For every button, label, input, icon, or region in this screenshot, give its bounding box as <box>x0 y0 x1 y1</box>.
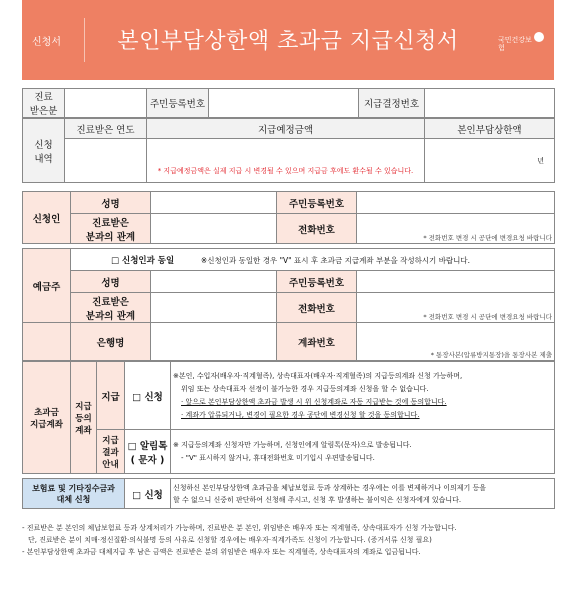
header-divider <box>84 18 85 62</box>
proxy-table <box>22 478 555 509</box>
logo-icon: 국민건강보험 <box>498 30 544 52</box>
applicant-section: 신청인 <box>23 192 71 244</box>
form-header <box>22 0 554 80</box>
rrn-field[interactable] <box>209 89 359 118</box>
account-label: 계좌번호 <box>277 323 357 361</box>
applicant-name-label: 성명 <box>71 192 151 214</box>
amount-label: 지급예정금액 <box>147 119 425 139</box>
account-table <box>22 361 555 474</box>
applicant-name-field[interactable] <box>151 192 277 214</box>
footer-line-3: - 본인부담상한액 초과금 대체지급 후 남은 금액은 진료받은 분의 위임받은 배우자 또는 직계혈족, 상속대표자의 계좌로 입금됩니다. <box>22 548 421 556</box>
footer-line-1: - 진료받은 분 본인의 체납보험료 등과 상계처리가 가능하며, 진료받은 분 본인, 위임받은 배우자 또는 직계혈족, 상속대표자가 신청 가능합니다. <box>22 524 457 532</box>
account-sub-label: 지급 등의 계좌 <box>71 362 97 474</box>
decision-field[interactable] <box>425 89 555 118</box>
top-table <box>22 88 555 118</box>
rrn-label: 주민등록번호 <box>147 89 209 118</box>
depositor-table <box>22 248 555 361</box>
applicant-relation-label: 진료받은 분과의 관계 <box>71 214 151 244</box>
applicant-table <box>22 191 555 244</box>
same-as-applicant-checkbox[interactable]: □ 신청인과 동일 <box>111 255 175 266</box>
pay-checkbox[interactable]: □ 신청 <box>125 362 171 430</box>
footer-line-2: 단, 진료받은 분이 치매·정신질환·의식불명 등의 사유로 신청할 경우에는 배우자·직계가족도 신청이 가능합니다. (증거서류 신청 필요) <box>28 536 432 544</box>
depositor-relation-field[interactable] <box>151 293 277 323</box>
depositor-rrn-field[interactable] <box>357 271 555 293</box>
amount-note: * 지급예정금액은 실제 지급 시 변경될 수 있으며 지급금 후에도 환수될 수 있습니다. <box>157 167 414 175</box>
bank-label: 은행명 <box>71 323 151 361</box>
applicant-phone-field[interactable]: * 전화번호 변경 시 공단에 변경요청 바랍니다 <box>357 214 555 244</box>
proxy-checkbox[interactable]: □ 신청 <box>125 479 171 509</box>
notice-checkbox[interactable]: □ 알림톡 ( 문자 ) <box>125 430 171 474</box>
applicant-phone-label: 전화번호 <box>277 214 357 244</box>
same-as-applicant-note: ※신청인과 동일한 경우 "V" 표시 후 초과금 지급계좌 부분을 작성하시기 바랍니다. <box>200 255 471 265</box>
application-table <box>22 118 555 183</box>
proxy-text: 신청하신 본인부담상한액 초과금을 체납보험료 등과 상계하는 경우에는 이를 변제하거나 이의제기 등을 할 수 없으니 신중히 판단하여 신청해 주시고, 신청 후 발생하는 불이익은 신청자에게 있습니다. <box>171 479 555 509</box>
applicant-relation-field[interactable] <box>151 214 277 244</box>
account-field[interactable]: * 통장사본(압류방지통장)을 통장사본 제출 <box>357 323 555 361</box>
depositor-name-label: 성명 <box>71 271 151 293</box>
applicant-rrn-label: 주민등록번호 <box>277 192 357 214</box>
amount-field[interactable] <box>147 139 425 183</box>
notice-label: 지급 결과 안내 <box>97 430 125 474</box>
depositor-rrn-label: 주민등록번호 <box>277 271 357 293</box>
depositor-phone-label: 전화번호 <box>277 293 357 323</box>
bank-field[interactable] <box>151 323 277 361</box>
depositor-section: 예금주 <box>23 249 71 323</box>
notice-text: ※ 지급등의계좌 신청자만 가능하며, 신청인에게 알림톡(문자)으로 발송됩니다. - "V" 표시하지 않거나, 휴대전화번호 미기입시 우편발송됩니다. <box>171 430 555 474</box>
pay-text: ※본인, 수입자(배우자·직계혈족), 상속대표자(배우자·직계혈족)의 지급등의계좌 신청 가능하며, 위임 또는 상속대표자 선정이 불가능한 경우 지급등의계좌 신청을 할 수 없습니다. · 앞으로 본인부담상한액 초과금 발생 시 위 신청계좌로 자동 지급받는 것에 동의합니다. · 계좌가 압류되거나, 변경이 필요한 경우 공단에 변경신청 할 것을 동의합니다. <box>171 362 555 430</box>
pay-label: 지급 <box>97 362 125 430</box>
depositor-phone-field[interactable]: * 전화번호 변경 시 공단에 변경요청 바랍니다 <box>357 293 555 323</box>
applicant-rrn-field[interactable] <box>357 192 555 214</box>
proxy-section: 보험료 및 기타징수금과 대체 신청 <box>23 479 125 509</box>
year-label: 진료받은 연도 <box>65 119 147 139</box>
page-title: 본인부담상한액 초과금 지급신청서 <box>117 29 459 54</box>
account-section: 초과금 지급계좌 <box>23 362 71 474</box>
application-label: 신청 내역 <box>23 119 65 183</box>
year-field[interactable] <box>65 139 147 183</box>
treated-person-field[interactable] <box>65 89 147 118</box>
treated-person-label: 진료 받은분 <box>23 89 65 118</box>
depositor-name-field[interactable] <box>151 271 277 293</box>
doc-label: 신청서 <box>32 37 61 48</box>
footer-notes <box>22 522 554 558</box>
depositor-relation-label: 진료받은 분과의 관계 <box>71 293 151 323</box>
same-as-applicant-row <box>71 249 555 271</box>
decision-label: 지급결정번호 <box>359 89 425 118</box>
limit-field[interactable]: 년 <box>425 139 555 183</box>
limit-label: 본인부담상한액 <box>425 119 555 139</box>
